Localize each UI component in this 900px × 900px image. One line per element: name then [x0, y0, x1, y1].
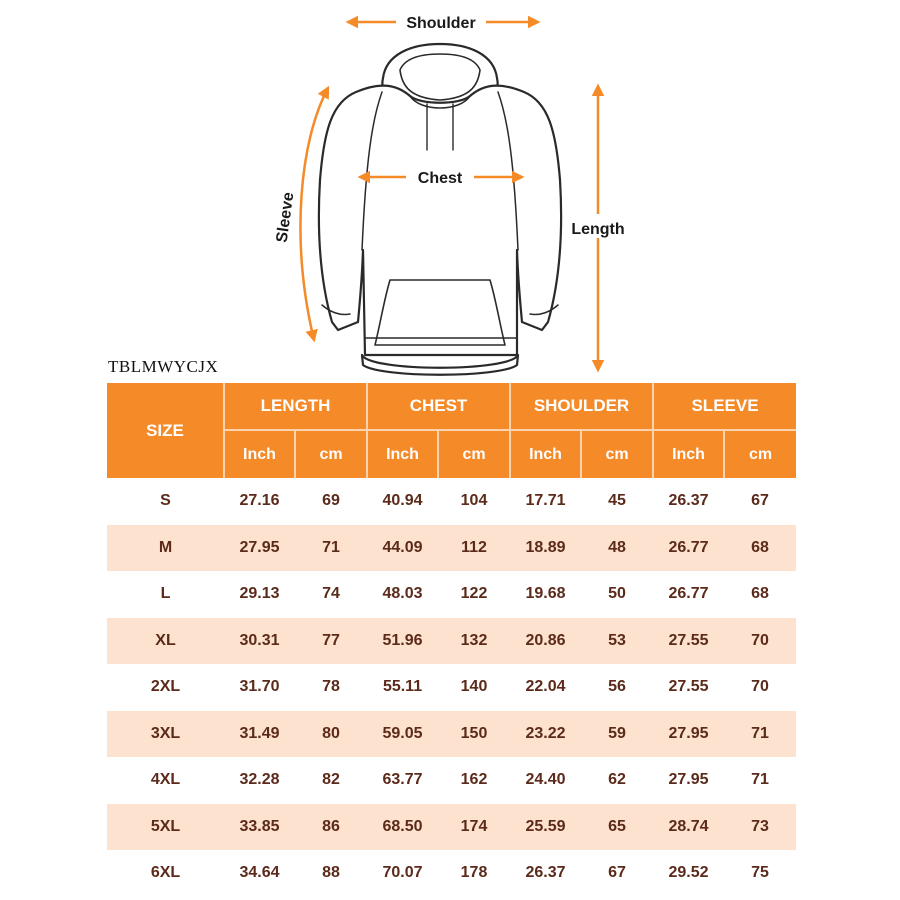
measurement-cell: 70 [751, 678, 769, 696]
measurement-cell: 19.68 [525, 585, 566, 603]
measurement-cell: 174 [438, 804, 510, 851]
size-cell: L [160, 585, 171, 603]
measurement-cell: 178 [460, 864, 488, 882]
chest-group-header: CHEST [367, 383, 510, 430]
measurement-cell: 53 [581, 618, 653, 665]
table-row [107, 757, 796, 804]
measurement-cell: 67 [751, 492, 769, 510]
measurement-cell: 56 [608, 678, 626, 696]
measurement-cell: 71 [751, 771, 769, 789]
table-row [107, 664, 796, 711]
measurement-cell: 73 [724, 804, 796, 851]
measurement-cell: 59 [581, 711, 653, 758]
size-table-body [107, 478, 796, 897]
size-cell: 5XL [107, 804, 224, 851]
chest-label: Chest [417, 170, 463, 187]
measurement-cell: 150 [438, 711, 510, 758]
table-row [107, 804, 796, 851]
measurement-cell: 30.31 [224, 618, 295, 665]
measurement-cell: 31.70 [239, 678, 280, 696]
measurement-cell: 78 [322, 678, 340, 696]
measurement-cell: 48 [581, 525, 653, 572]
measurement-cell: 27.95 [668, 771, 709, 789]
brand-label: TBLMWYCJX [108, 357, 219, 376]
measurement-cell: 50 [608, 585, 626, 603]
chest-cm-header: cm [438, 430, 510, 478]
measurement-cell: 26.77 [668, 585, 709, 603]
measurement-cell: 24.40 [525, 771, 566, 789]
measurement-cell: 104 [460, 492, 488, 510]
measurement-cell: 74 [322, 585, 340, 603]
measurement-cell: 23.22 [510, 711, 581, 758]
length-inch-header: Inch [224, 430, 295, 478]
measurement-cell: 17.71 [525, 492, 566, 510]
measurement-cell: 27.95 [653, 711, 724, 758]
size-cell: 3XL [107, 711, 224, 758]
measurement-cell: 27.95 [224, 525, 295, 572]
measurement-cell: 112 [438, 525, 510, 572]
measurement-cell: 32.28 [239, 771, 280, 789]
measurement-cell: 67 [608, 864, 626, 882]
measurement-cell: 55.11 [382, 678, 423, 696]
table-row [107, 525, 796, 572]
shoulder-label: Shoulder [406, 15, 476, 32]
measurement-cell: 20.86 [510, 618, 581, 665]
measurement-cell: 27.16 [239, 492, 280, 510]
measurement-cell: 86 [295, 804, 367, 851]
length-cm-header: cm [295, 430, 367, 478]
table-row [107, 711, 796, 758]
shoulder-inch-header: Inch [510, 430, 581, 478]
measurement-cell: 18.89 [510, 525, 581, 572]
measurement-cell: 71 [724, 711, 796, 758]
measurement-cell: 33.85 [224, 804, 295, 851]
measurement-cell: 31.49 [224, 711, 295, 758]
length-label: Length [571, 221, 625, 238]
measurement-cell: 71 [295, 525, 367, 572]
measurement-cell: 51.96 [367, 618, 438, 665]
table-row [107, 618, 796, 665]
measurement-cell: 44.09 [367, 525, 438, 572]
measurement-cell: 22.04 [525, 678, 566, 696]
sleeve-label: Sleeve [273, 191, 298, 244]
measurement-cell: 132 [438, 618, 510, 665]
sleeve-inch-header: Inch [653, 430, 724, 478]
size-cell: XL [107, 618, 224, 665]
size-cell: S [160, 492, 171, 510]
hoodie-measurement-diagram [0, 0, 900, 380]
size-cell: 4XL [150, 771, 181, 789]
measurement-cell: 80 [295, 711, 367, 758]
measurement-cell: 25.59 [510, 804, 581, 851]
measurement-cell: 26.37 [668, 492, 709, 510]
measurement-cell: 70 [724, 618, 796, 665]
measurement-cell: 26.37 [525, 864, 566, 882]
measurement-cell: 34.64 [239, 864, 280, 882]
measurement-cell: 45 [608, 492, 626, 510]
measurement-cell: 162 [460, 771, 488, 789]
measurement-cell: 77 [295, 618, 367, 665]
hoodie-illustration [319, 44, 561, 375]
measurement-cell: 65 [581, 804, 653, 851]
shoulder-cm-header: cm [581, 430, 653, 478]
measurement-cell: 59.05 [367, 711, 438, 758]
measurement-cell: 48.03 [382, 585, 423, 603]
measurement-cell: 88 [322, 864, 340, 882]
measurement-cell: 62 [608, 771, 626, 789]
measurement-cell: 68 [751, 585, 769, 603]
size-cell: 6XL [150, 864, 181, 882]
sleeve-group-header: SLEEVE [653, 383, 796, 430]
measurement-cell: 69 [322, 492, 340, 510]
size-cell: M [107, 525, 224, 572]
measurement-cell: 68 [724, 525, 796, 572]
shoulder-group-header: SHOULDER [510, 383, 653, 430]
measurement-cell: 26.77 [653, 525, 724, 572]
measurement-cell: 40.94 [382, 492, 423, 510]
size-chart-table [107, 383, 796, 897]
measurement-cell: 63.77 [382, 771, 423, 789]
table-row [107, 850, 796, 897]
sleeve-cm-header: cm [724, 430, 796, 478]
table-row [107, 571, 796, 618]
measurement-cell: 27.55 [668, 678, 709, 696]
size-cell: 2XL [150, 678, 181, 696]
measurement-cell: 27.55 [653, 618, 724, 665]
measurement-cell: 82 [322, 771, 340, 789]
measurement-cell: 70.07 [382, 864, 423, 882]
measurement-cell: 28.74 [653, 804, 724, 851]
measurement-cell: 29.13 [239, 585, 280, 603]
measurement-cell: 68.50 [367, 804, 438, 851]
measurement-cell: 140 [460, 678, 488, 696]
measurement-cell: 29.52 [668, 864, 709, 882]
length-group-header: LENGTH [224, 383, 367, 430]
table-row [107, 478, 796, 525]
measurement-cell: 122 [460, 585, 488, 603]
size-column-header: SIZE [107, 383, 224, 478]
chest-inch-header: Inch [367, 430, 438, 478]
measurement-cell: 75 [751, 864, 769, 882]
